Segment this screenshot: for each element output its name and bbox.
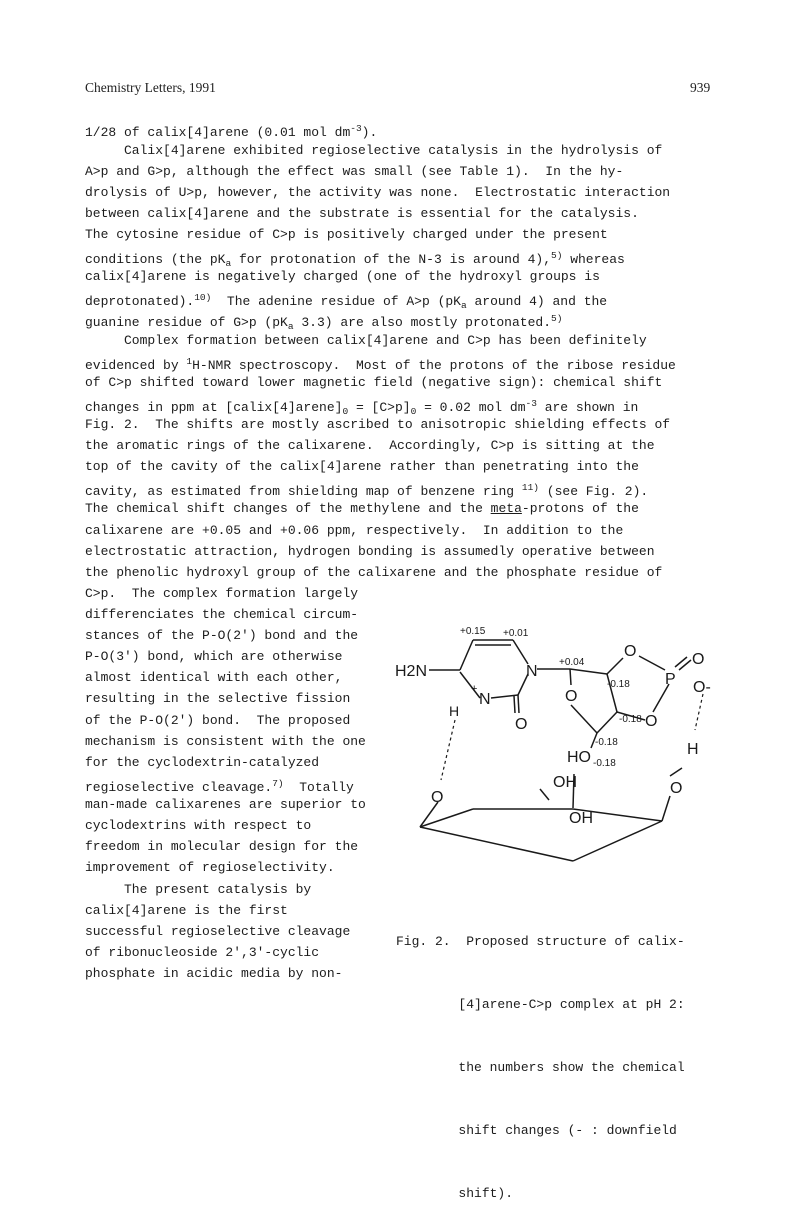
text-line: Fig. 2. The shifts are mostly ascribed to anisotropic shielding effects of [85, 417, 671, 432]
charge-label: + [471, 683, 478, 695]
text-line: phosphate in acidic media by non- [85, 966, 343, 981]
text-line: freedom in molecular design for the [85, 839, 359, 854]
figure-labels [395, 626, 711, 827]
atom-label: OH [553, 774, 577, 791]
text-line: The present catalysis by [85, 882, 312, 897]
figure-caption [396, 889, 685, 1225]
atom-label: O- [693, 679, 711, 696]
shift-label: -0.18 [593, 758, 616, 769]
caption-line: shift changes (- : downfield [396, 1123, 677, 1138]
text-line: of ribonucleoside 2',3'-cyclic [85, 945, 320, 960]
text-line: calix[4]arene is the first [85, 903, 288, 918]
text-line: calixarene are +0.05 and +0.06 ppm, respectively. In addition to the [85, 523, 624, 538]
text-line: P-O(3') bond, which are otherwise [85, 649, 343, 664]
atom-label: P [665, 671, 676, 688]
shift-label: +0.15 [460, 626, 486, 637]
text-line: the aromatic rings of the calixarene. Accordingly, C>p is sitting at the [85, 438, 655, 453]
text-line: drolysis of U>p, however, the activity was none. Electrostatic interaction [85, 185, 671, 200]
text-line: changes in ppm at $[calix[4]arene]_0 = [C>p]_0 = 0.02$ mol $dm^{-3}$ are shown in [85, 398, 639, 417]
text-line: stances of the P-O(2') bond and the [85, 628, 359, 643]
caption-line: Fig. 2. Proposed structure of calix- [396, 934, 685, 949]
shift-label: -0.18 [607, 679, 630, 690]
text-line: regioselective cleavage.$^{7)}$ Totally [85, 778, 354, 795]
text-line: Calix[4]arene exhibited regioselective catalysis in the hydrolysis of [85, 143, 663, 158]
text-line: The chemical shift changes of the methylene and the meta-protons of the [85, 501, 639, 516]
caption-line: the numbers show the chemical [396, 1060, 685, 1075]
atom-label: O [670, 780, 683, 797]
text-line: almost identical with each other, [85, 670, 343, 685]
text-line: successful regioselective cleavage [85, 924, 351, 939]
text-line: evidenced by $^1$H-NMR spectroscopy. Most of the protons of the ribose residue [85, 356, 676, 373]
text-line: cyclodextrins with respect to [85, 818, 312, 833]
figure-bonds [420, 640, 691, 861]
atom-label: O [565, 688, 578, 705]
text-line: of C>p shifted toward lower magnetic field (negative sign): chemical shift [85, 375, 663, 390]
shift-label: -0.18 [595, 737, 618, 748]
shift-label: +0.01 [503, 628, 529, 639]
text-line: the phenolic hydroxyl group of the calixarene and the phosphate residue of [85, 565, 663, 580]
text-line: The cytosine residue of C>p is positively charged under the present [85, 227, 608, 242]
running-header-journal: Chemistry Letters, 1991 [85, 80, 216, 95]
atom-label: N [526, 663, 538, 680]
shift-label: -0.18 [619, 714, 642, 725]
text-line: differenciates the chemical circum- [85, 607, 359, 622]
atom-label: OH [569, 810, 593, 827]
text-line: resulting in the selective fission [85, 691, 351, 706]
amine-label: H2N [395, 663, 428, 680]
atom-label: O [645, 713, 658, 730]
atom-label: O [692, 651, 705, 668]
text-line: Complex formation between calix[4]arene and C>p has been definitely [85, 333, 647, 348]
text-line: cavity, as estimated from shielding map of benzene ring $^{11)}$ (see Fig. 2). [85, 482, 649, 499]
text-line: conditions (the $pK_a$ for protonation of the N-3 is around 4),$^{5)}$ whereas [85, 250, 625, 269]
text-line: electrostatic attraction, hydrogen bonding is assumedly operative between [85, 544, 655, 559]
text-line: improvement of regioselectivity. [85, 860, 335, 875]
text-line: deprotonated).$^{10)}$ The adenine residue of A>p ($pK_a$ around 4) and the [85, 292, 608, 311]
atom-label: H [449, 703, 460, 719]
text-line: top of the cavity of the calix[4]arene rather than penetrating into the [85, 459, 639, 474]
text-line: between calix[4]arene and the substrate is essential for the catalysis. [85, 206, 639, 221]
atom-label: N [479, 691, 491, 708]
text-line: man-made calixarenes are superior to [85, 797, 366, 812]
atom-label: HO [567, 749, 591, 766]
shift-label: +0.04 [559, 657, 585, 668]
caption-line: [4]arene-C>p complex at pH 2: [396, 997, 685, 1012]
text-line: of the P-O(2') bond. The proposed [85, 713, 351, 728]
text-line: A>p and G>p, although the effect was small (see Table 1). In the hy- [85, 164, 624, 179]
text-line: calix[4]arene is negatively charged (one of the hydroxyl groups is [85, 269, 600, 284]
text-line: for the cyclodextrin-catalyzed [85, 755, 320, 770]
text-line: mechanism is consistent with the one [85, 734, 366, 749]
atom-label: O [431, 789, 444, 806]
text-line: guanine residue of G>p ($pK_a$ 3.3) are also mostly protonated.$^{5)}$ [85, 313, 563, 332]
atom-label: O [515, 716, 528, 733]
text-line: 1/28 of calix[4]arene (0.01 mol $dm^{-3}$). [85, 123, 378, 140]
caption-line: shift). [396, 1186, 514, 1201]
page-number: 939 [690, 80, 711, 95]
atom-label: H [687, 741, 699, 758]
figure-2-structure [385, 612, 725, 872]
text-line: C>p. The complex formation largely [85, 586, 359, 601]
atom-label: O [624, 643, 637, 660]
